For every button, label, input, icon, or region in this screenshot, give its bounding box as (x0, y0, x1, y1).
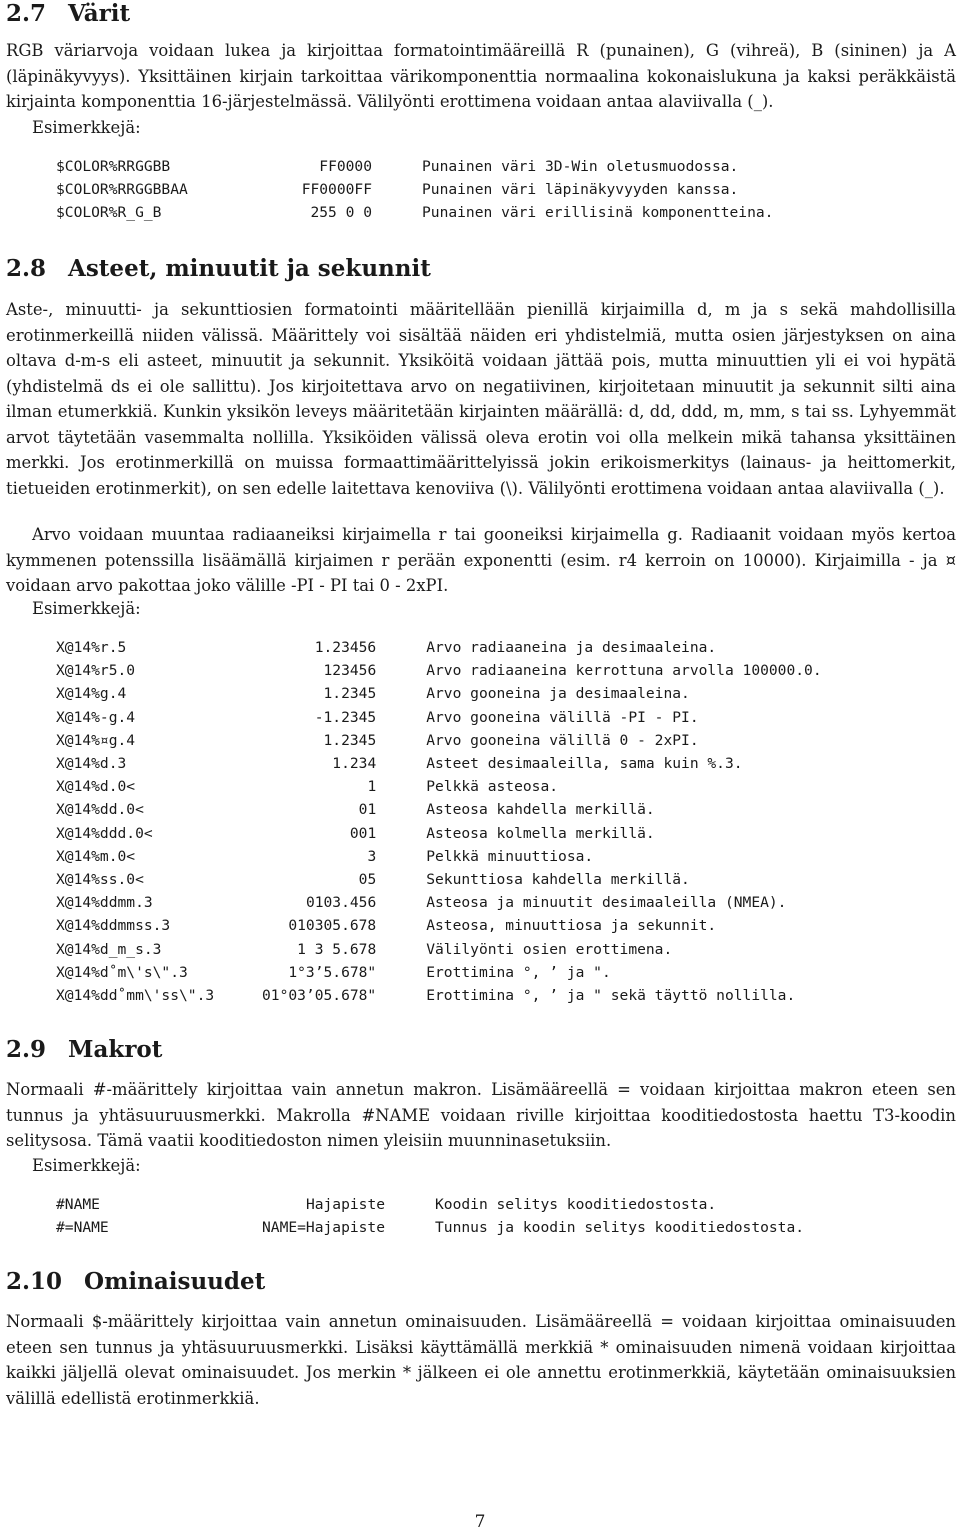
example-code: $COLOR%R_G_B (56, 204, 162, 222)
example-description: Asteosa, minuuttiosa ja sekunnit. (426, 917, 717, 935)
example-row (56, 155, 773, 178)
example-code: X@14%d.3 (56, 755, 127, 773)
example-code: X@14%d˚m\'s\".3 (56, 963, 188, 981)
example-code: X@14%r5.0 (56, 662, 136, 680)
example-row (56, 891, 822, 914)
example-code: X@14%-g.4 (56, 708, 136, 726)
example-code: X@14%¤g.4 (56, 731, 136, 749)
example-description: Välilyönti osien erottimena. (426, 940, 673, 958)
column-gap (376, 914, 426, 937)
example-description: Asteosa ja minuutit desimaaleilla (NMEA). (426, 894, 787, 912)
example-code: X@14%m.0< (56, 847, 136, 865)
example-row (56, 1193, 804, 1216)
example-description: Tunnus ja koodin selitys kooditiedostosta. (435, 1219, 805, 1237)
example-description: Arvo radiaaneina ja desimaaleina. (426, 639, 717, 656)
example-value: 255 0 0 (310, 204, 372, 222)
section-title: Makrot (68, 1036, 163, 1063)
column-gap (376, 659, 426, 682)
example-row (56, 201, 773, 224)
column-gap (376, 682, 426, 705)
section-title: Ominaisuudet (84, 1268, 266, 1295)
example-value: 0103.456 (305, 894, 377, 912)
example-row (56, 961, 822, 984)
column-gap (376, 868, 426, 891)
column-gap (376, 822, 426, 845)
example-row (56, 729, 822, 752)
example-description: Pelkkä minuuttiosa. (426, 847, 594, 865)
example-value: 001 (349, 824, 377, 842)
section-title: Värit (68, 0, 131, 27)
example-value: FF0000FF (301, 181, 372, 199)
example-row (56, 798, 822, 821)
degrees-examples-label: Esimerkkejä: (32, 599, 141, 618)
example-value: -1.2345 (314, 708, 377, 726)
example-value: NAME=Hajapiste (262, 1219, 386, 1237)
example-description: Koodin selitys kooditiedostosta. (435, 1196, 717, 1213)
example-value: 05 (358, 871, 377, 889)
example-description: Erottimina °, ’ ja " sekä täyttö nollilla. (426, 987, 796, 1005)
example-description: Asteosa kahdella merkillä. (426, 801, 655, 819)
example-row (56, 752, 822, 775)
column-gap (376, 752, 426, 775)
column-gap (376, 891, 426, 914)
example-code: X@14%dd.0< (56, 801, 144, 819)
example-code: $COLOR%RRGGBBAA (56, 181, 188, 199)
properties-paragraph: Normaali $-määrittely kirjoittaa vain annetun ominaisuuden. Lisämääreellä = voidaan kirjoittaa ominaisuuden eteen sen tunnus ja yhtäsuuruusmerkki. Lisäksi käyttämällä merkkiä * ominaisuuden nimenä voidaan kirjoittaa kaikki jäljellä olevat ominaisuudet. Jos merkin * jälkeen ei ole annettu erotinmerkkiä, käytetään ominaisuuksien välillä edellistä erotinmerkkiä. (6, 1312, 956, 1408)
column-gap (372, 178, 422, 201)
example-value: 010305.678 (288, 917, 377, 935)
example-description: Arvo radiaaneina kerrottuna arvolla 100000.0. (426, 662, 822, 680)
example-description: Pelkkä asteosa. (426, 778, 559, 796)
section-number: 2.10 (6, 1268, 63, 1295)
column-gap (376, 845, 426, 868)
example-value: 01 (358, 801, 377, 819)
degrees-paragraph-1: Aste-, minuutti- ja sekunttiosien formatointi määritellään pienillä kirjaimilla d, m ja s sekä mahdollisilla erotinmerkeillä niiden välissä. Määrittely voi sisältää näiden eri yhdistelmiä, mutta osien järjestyksen on aina oltava d-m-s eli asteet, minuutit ja sekunnit. Yksiköitä voidaan jättää pois, mutta minuuttien yli ei voi hypätä (yhdistelmä ds ei ole sallittu). Jos kirjoitettava arvo on negatiivinen, kirjoitetaan minuutit ja sekunnit silti aina ilman etumerkkiä. Kunkin yksikön leveys määritetään kirjainten määrällä: d, dd, ddd, m, mm, s tai ss. Lyhyemmät arvot täytetään vasemmalta nollilla. Yksiköiden välissä oleva erotin voi olla melkein mikä tahansa yksittäinen merkki. Jos erotinmerkillä on muissa formaattimäärittelyissä jokin erikoismerkitys (lainaus- ja heittomerkit, tietueiden erotinmerkit), on sen edelle laitettava kenoviiva (\). Välilyönti erottimena voidaan antaa alaviivalla (_). (6, 300, 956, 498)
column-gap (372, 201, 422, 224)
macros-examples-table (56, 1193, 804, 1239)
example-code: X@14%ddmmss.3 (56, 917, 171, 935)
example-row (56, 775, 822, 798)
example-description: Arvo gooneina välillä -PI - PI. (426, 708, 699, 726)
example-description: Arvo gooneina ja desimaaleina. (426, 685, 690, 703)
example-code: #=NAME (56, 1219, 109, 1237)
column-gap (385, 1216, 435, 1239)
example-code: $COLOR%RRGGBB (56, 158, 171, 175)
column-gap (376, 984, 426, 1007)
column-gap (376, 798, 426, 821)
example-row (56, 659, 822, 682)
example-row (56, 1216, 804, 1239)
column-gap (376, 729, 426, 752)
column-gap (372, 155, 422, 178)
degrees-paragraph-2: Arvo voidaan muuntaa radiaaneiksi kirjaimella r tai gooneiksi kirjaimella g. Radiaanit voidaan myös kertoa kymmenen potenssilla lisäämällä kirjaimen r perään exponentti (esim. r4 kerroin on 10000). Kirjaimilla - ja ¤ voidaan arvo pakottaa joko välille -PI - PI tai 0 - 2xPI. (6, 525, 956, 595)
example-description: Sekunttiosa kahdella merkillä. (426, 871, 690, 889)
example-code: X@14%g.4 (56, 685, 127, 703)
example-value: 1.23456 (314, 639, 377, 656)
example-row (56, 914, 822, 937)
degrees-examples-table (56, 636, 822, 1007)
macros-paragraph: Normaali #-määrittely kirjoittaa vain annetun makron. Lisämääreellä = voidaan kirjoittaa makron eteen sen tunnus ja yhtäsuuruusmerkki. Makrolla #NAME voidaan riville kirjoittaa kooditiedostosta haettu T3-koodin selitysosa. Tämä vaatii kooditiedoston nimen yleisiin muunninasetuksiin. (6, 1080, 956, 1150)
example-row (56, 706, 822, 729)
example-row (56, 178, 773, 201)
example-value: 1 3 5.678 (297, 940, 377, 958)
example-row (56, 682, 822, 705)
example-code: X@14%dd˚mm\'ss\".3 (56, 987, 215, 1005)
example-value: Hajapiste (305, 1196, 386, 1213)
example-description: Punainen väri läpinäkyvyyden kanssa. (422, 181, 739, 199)
column-gap (385, 1193, 435, 1216)
page-number: 7 (474, 1512, 486, 1532)
column-gap (376, 706, 426, 729)
example-code: X@14%ss.0< (56, 871, 144, 889)
colors-examples-label: Esimerkkejä: (32, 118, 141, 137)
example-description: Punainen väri erillisinä komponentteina. (422, 204, 774, 222)
section-number: 2.9 (6, 1036, 47, 1063)
example-value: 1.234 (332, 755, 377, 773)
example-description: Arvo gooneina välillä 0 - 2xPI. (426, 731, 699, 749)
example-row (56, 984, 822, 1007)
example-value: 1 (367, 778, 377, 796)
example-code: X@14%d.0< (56, 778, 136, 796)
column-gap (376, 938, 426, 961)
example-value: 1.2345 (323, 731, 377, 749)
macros-examples-label: Esimerkkejä: (32, 1156, 141, 1175)
example-description: Asteosa kolmella merkillä. (426, 824, 655, 842)
example-code: X@14%ddd.0< (56, 824, 153, 842)
section-heading-degrees (6, 255, 431, 282)
example-code: X@14%d_m_s.3 (56, 940, 162, 958)
section-number: 2.7 (6, 0, 47, 27)
example-row (56, 636, 822, 659)
colors-examples-table (56, 155, 773, 225)
example-row (56, 822, 822, 845)
example-code: X@14%r.5 (56, 639, 127, 656)
section-heading-properties (6, 1268, 265, 1295)
example-description: Asteet desimaaleilla, sama kuin %.3. (426, 755, 743, 773)
example-value: 3 (367, 847, 377, 865)
example-value: 123456 (323, 662, 377, 680)
colors-paragraph: RGB väriarvoja voidaan lukea ja kirjoittaa formatointimääreillä R (punainen), G (vihreä), B (sininen) ja A (läpinäkyvyys). Yksittäinen kirjain tarkoittaa värikomponenttia normaalina kokonaislukuna ja kaksi peräkkäistä kirjainta komponenttia 16-järjestelmässä. Välilyönti erottimena voidaan antaa alaviivalla (_). (6, 41, 956, 111)
example-description: Erottimina °, ’ ja ". (426, 963, 611, 981)
section-heading-colors (6, 0, 130, 27)
example-value: 01°03’05.678" (262, 987, 377, 1005)
example-code: X@14%ddmm.3 (56, 894, 153, 912)
example-row (56, 938, 822, 961)
column-gap (376, 961, 426, 984)
example-value: 1°3’5.678" (288, 963, 377, 981)
column-gap (376, 636, 426, 659)
example-value: 1.2345 (323, 685, 377, 703)
example-description: Punainen väri 3D-Win oletusmuodossa. (422, 158, 739, 175)
example-value: FF0000 (319, 158, 372, 175)
column-gap (376, 775, 426, 798)
example-row (56, 845, 822, 868)
example-code: #NAME (56, 1196, 100, 1213)
section-heading-macros (6, 1036, 162, 1063)
section-number: 2.8 (6, 255, 47, 282)
example-row (56, 868, 822, 891)
section-title: Asteet, minuutit ja sekunnit (68, 255, 431, 282)
